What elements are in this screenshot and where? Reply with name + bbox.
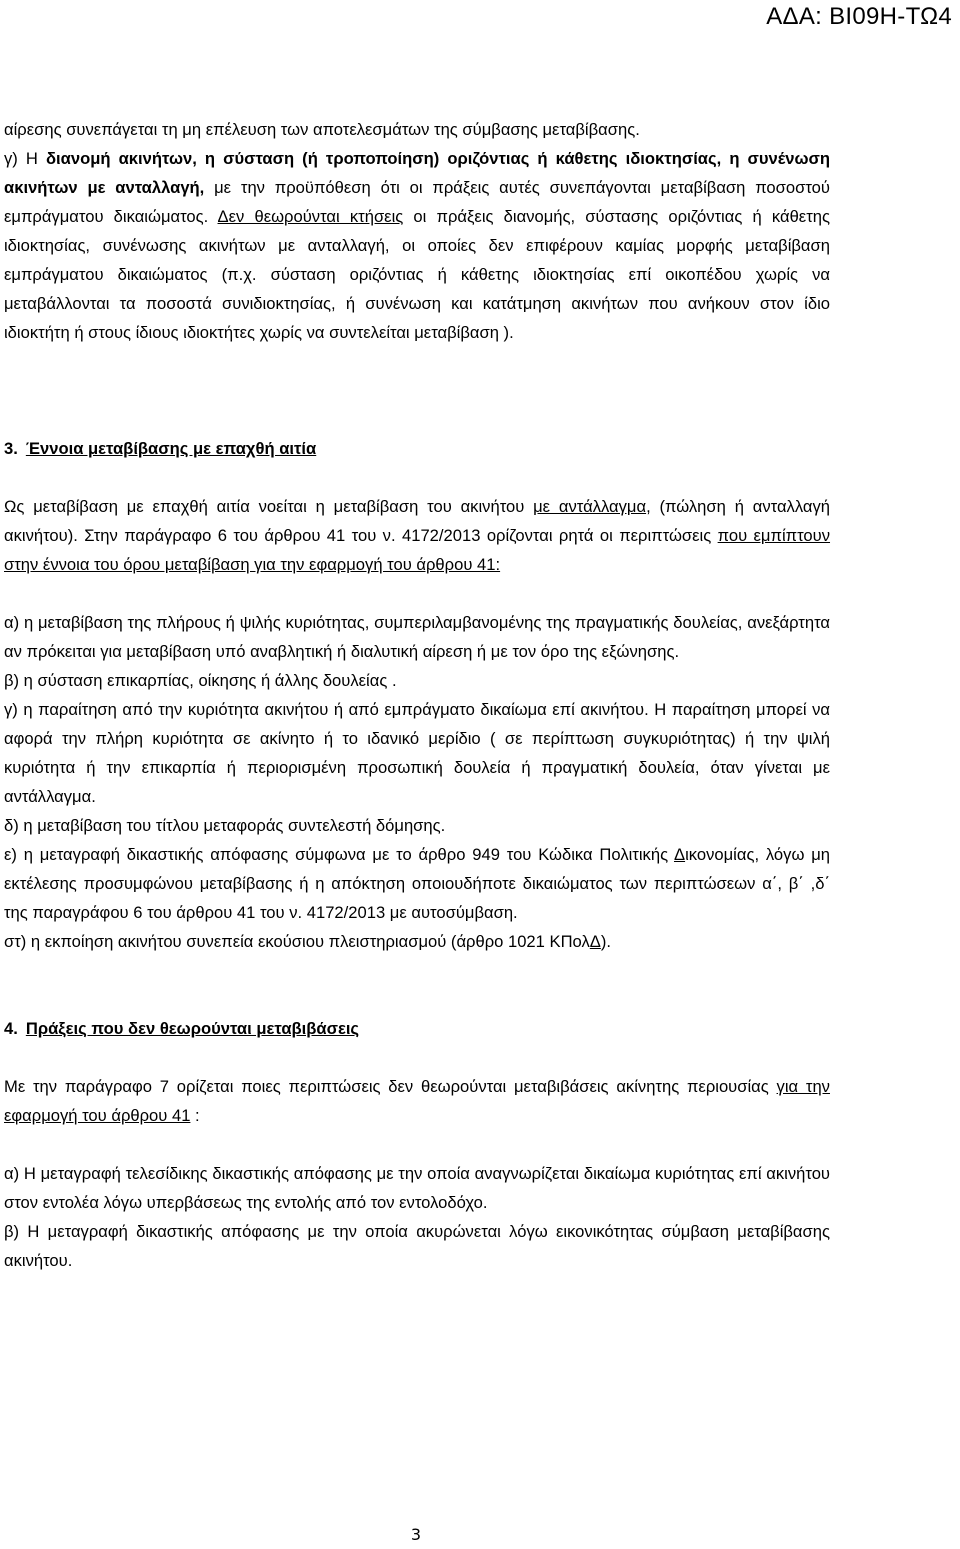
section-3-number: 3. bbox=[4, 439, 18, 458]
section-4-heading bbox=[4, 1014, 830, 1043]
section-3-item-e bbox=[4, 840, 830, 927]
section-3-intro-part2: , (πώληση ή ανταλλαγή ακινήτου). Στην παράγραφο 6 του άρθρου 41 του ν. 4172/2013 ορίζονται ρητά οι περιπτώσεις bbox=[4, 497, 830, 545]
section-3-item-st bbox=[4, 927, 830, 956]
section-3-item-b: β) η σύσταση επικαρπίας, οίκησης ή άλλης δουλείας . bbox=[4, 671, 397, 690]
section-3-intro-underlined2: που εμπίπτουν στην έννοια του όρου μεταβίβαση για την εφαρμογή του άρθρου 41: bbox=[4, 526, 831, 574]
section-3-intro bbox=[4, 492, 830, 579]
section-4-item-a: α) Η μεταγραφή τελεσίδικης δικαστικής απόφασης με την οποία αναγνωρίζεται δικαίωμα κυριότητας επί ακινήτου στον εντολέα λόγω υπερβάσεως της εντολής από τον εντολοδόχο. bbox=[4, 1164, 830, 1212]
item-c-mid: με την προϋπόθεση ότι οι πράξεις αυτές συνεπάγονται μεταβίβαση ποσοστού εμπράγματου δικαιώματος. bbox=[4, 178, 830, 226]
item-e-underlined: Δ bbox=[673, 845, 686, 864]
section-4-title: Πράξεις που δεν θεωρούνται μεταβιβάσεις bbox=[25, 1019, 360, 1038]
item-c-underlined: Δεν θεωρούνται κτήσεις bbox=[217, 207, 404, 226]
section-3-item-c: γ) η παραίτηση από την κυριότητα ακινήτου ή από εμπράγματο δικαίωμα επί ακινήτου. Η παραίτηση μπορεί να αφορά την πλήρη κυριότητα σε ακίνητο ή το ιδανικό μερίδιο ( σε περίπτωση συγκυριότητας) ή την ψιλή κυριότητα ή την επικαρπία ή περιορισμένη προσωπική δουλεία ή πραγματική δουλεία, όταν γίνεται με αντάλλαγμα. bbox=[4, 700, 830, 806]
item-e-text: ε) η μεταγραφή δικαστικής απόφασης σύμφωνα με το άρθρο 949 του Κώδικα Πολιτικής bbox=[4, 845, 674, 864]
section-3-title: Έννοια μεταβίβασης με επαχθή αιτία bbox=[25, 439, 317, 458]
section-4-intro-part2: : bbox=[190, 1106, 200, 1125]
page-number: 3 bbox=[410, 1525, 422, 1544]
item-e-rest: ικονομίας, λόγω μη εκτέλεσης προσυμφώνου μεταβίβασης ή η απόκτηση οποιουδήποτε δικαιώματος των περιπτώσεων α΄, β΄ ,δ΄ της παραγράφου 6 του άρθρου 41 του ν. 4172/2013 με αυτοσύμβαση. bbox=[4, 845, 830, 922]
item-c-bold: διανομή ακινήτων, η σύσταση (ή τροποποίηση) οριζόντιας ή κάθετης ιδιοκτησίας, η συνένωση ακινήτων με ανταλλαγή, bbox=[4, 149, 830, 197]
section-4-number: 4. bbox=[4, 1019, 18, 1038]
section-4-intro bbox=[4, 1072, 830, 1130]
item-c-rest: οι πράξεις διανομής, σύστασης οριζόντιας ή κάθετης ιδιοκτησίας, συνένωσης ακινήτων με ανταλλαγή, οι οποίες δεν επιφέρουν καμίας μορφής μεταβίβαση εμπράγματου δικαιώματος (π.χ. σύσταση οριζόντιας ή κάθετης ιδιοκτησίας επί οικοπέδου χωρίς να μεταβάλλονται τα ποσοστά συνιδιοκτησίας, ή συνένωση και κατάτμηση ακινήτων που ανήκουν στον ίδιο ιδιοκτήτη ή στους ίδιους ιδιοκτήτες χωρίς να συντελείται μεταβίβαση ). bbox=[4, 207, 830, 342]
section-3-item-d: δ) η μεταβίβαση του τίτλου μεταφοράς συντελεστή δόμησης. bbox=[4, 816, 446, 835]
section-4-intro-part1: Με την παράγραφο 7 ορίζεται ποιες περιπτώσεις δεν θεωρούνται μεταβιβάσεις ακίνητης περιουσίας bbox=[4, 1077, 777, 1096]
section-4-item-b: β) Η μεταγραφή δικαστικής απόφασης με την οποία ακυρώνεται λόγω εικονικότητας σύμβαση μεταβίβασης ακινήτου. bbox=[4, 1222, 830, 1270]
item-st-text: στ) η εκποίηση ακινήτου συνεπεία εκούσιου πλειστηριασμού (άρθρο 1021 ΚΠολ bbox=[4, 932, 590, 951]
section-3-item-a: α) η μεταβίβαση της πλήρους ή ψιλής κυριότητας, συμπεριλαμβανομένης της πραγματικής δουλείας, ανεξάρτητα αν πρόκειται για μεταβίβαση υπό αναβλητική ή διαλυτική αίρεση ή με τον όρο της εξώνησης. bbox=[4, 613, 830, 661]
item-st-rest: ). bbox=[600, 932, 611, 951]
section-3-heading bbox=[4, 434, 830, 463]
section-3-intro-part1: Ως μεταβίβαση με επαχθή αιτία νοείται η μεταβίβαση του ακινήτου bbox=[4, 497, 534, 516]
document-body bbox=[4, 115, 830, 1275]
item-c-prefix: γ) Η bbox=[4, 149, 46, 168]
section-4-intro-underlined: για την εφαρμογή του άρθρου 41 bbox=[4, 1077, 830, 1125]
section-3-intro-underlined1: με αντάλλαγμα bbox=[533, 497, 647, 516]
ada-code: ΑΔΑ: ΒΙ09Η-ΤΩ4 bbox=[766, 3, 952, 30]
item-st-underlined: Δ bbox=[589, 932, 601, 951]
paragraph-item-c bbox=[4, 144, 830, 347]
paragraph-continuation: αίρεσης συνεπάγεται τη μη επέλευση των αποτελεσμάτων της σύμβασης μεταβίβασης. bbox=[4, 120, 640, 139]
